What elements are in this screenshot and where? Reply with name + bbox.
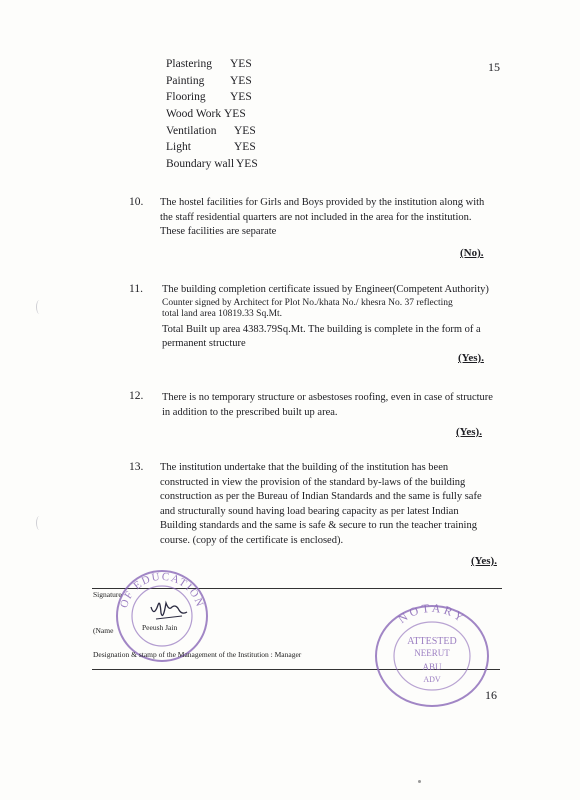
item-answer: (Yes).: [456, 426, 482, 438]
item-line: in addition to the prescribed built up area.: [162, 406, 338, 418]
item-number: 11.: [129, 283, 143, 295]
item-line: Counter signed by Architect for Plot No./khata No./ khesra No. 37 reflecting: [162, 297, 453, 308]
item-text: [160, 196, 506, 240]
feature-row-plastering: [166, 56, 258, 73]
feature-value: YES: [234, 141, 256, 154]
name-label: (Name: [93, 626, 114, 635]
item-line: and structurally sound having load bearing capacity as per latest Indian: [160, 505, 459, 517]
feature-row-boundary-wall: [166, 156, 258, 173]
item-line: The building completion certificate issued by Engineer(Competent Authority): [162, 284, 489, 295]
feature-label: Light: [166, 141, 191, 154]
feature-value: YES: [230, 91, 252, 104]
item-line: The institution undertake that the building of the institution has been: [160, 462, 449, 473]
notary-stamp-line: ABU: [422, 662, 442, 672]
page-number-bottom: 16: [485, 688, 497, 702]
feature-list: [166, 56, 258, 173]
signature-label: Signature: [93, 590, 122, 599]
name-value: Peeush Jain: [142, 623, 178, 632]
notary-stamp-line: ADV: [423, 675, 441, 684]
feature-label: Flooring: [166, 91, 206, 104]
feature-value: YES: [234, 124, 256, 137]
notary-stamp-line: NEERUT: [414, 648, 450, 658]
education-stamp-text: OF EDUCATION: [118, 570, 206, 610]
feature-row-wood-work: [166, 106, 258, 123]
feature-label: Boundary wall: [166, 158, 235, 171]
item-number: 12.: [129, 390, 144, 402]
item-answer: (Yes).: [458, 352, 484, 364]
item-answer: (Yes).: [471, 555, 497, 567]
feature-label: Plastering: [166, 58, 212, 70]
item-line: Building standards and the same is safe & secure to run the teacher training: [160, 520, 477, 531]
item-line: Total Built up area 4383.79Sq.Mt. The building is complete in the form of a: [162, 323, 481, 335]
handwritten-signature: [148, 595, 190, 625]
notary-stamp-line: ATTESTED: [407, 636, 457, 647]
item-text: [160, 461, 506, 548]
notary-stamp-text: NOTARY: [395, 600, 469, 627]
feature-row-painting: [166, 73, 258, 90]
item-line: total land area 10819.33 Sq.Mt.: [162, 308, 283, 319]
item-text: [162, 391, 508, 420]
item-line: The hostel facilities for Girls and Boys provided by the institution along with: [160, 197, 485, 208]
item-line: course. (copy of the certificate is enclosed).: [160, 534, 344, 546]
item-line: the staff residential quarters are not included in the area for the institution.: [160, 211, 472, 223]
item-number: 13.: [129, 461, 144, 473]
item-number: 10.: [129, 196, 144, 208]
feature-row-ventilation: [166, 123, 258, 140]
item-answer: (No).: [460, 247, 484, 259]
page-number-top: 15: [488, 60, 500, 74]
item-line: construction as per the Bureau of Indian Standards and the same is fully safe: [160, 491, 482, 502]
item-line: constructed in view the provision of the standard by-laws of the building: [160, 476, 466, 488]
feature-row-flooring: [166, 89, 258, 106]
feature-value: YES: [224, 108, 246, 121]
feature-value: YES: [230, 58, 252, 70]
item-line: These facilities are separate: [160, 226, 277, 237]
item-line: There is no temporary structure or asbestoses roofing, even in case of structure: [162, 392, 493, 403]
item-text: [162, 283, 508, 352]
feature-row-light: [166, 139, 258, 156]
notary-stamp-icon: [370, 600, 494, 708]
feature-label: Wood Work: [166, 108, 222, 121]
feature-value: YES: [230, 74, 252, 87]
scan-artifact: [418, 780, 421, 783]
feature-label: Ventilation: [166, 124, 217, 137]
scan-artifact: [36, 516, 43, 530]
feature-label: Painting: [166, 74, 205, 87]
designation-label: Designation & stamp of the Management of the Institution : Manager: [93, 650, 302, 659]
scan-artifact: [36, 300, 43, 314]
feature-value: YES: [236, 158, 258, 171]
item-line: permanent structure: [162, 338, 246, 349]
